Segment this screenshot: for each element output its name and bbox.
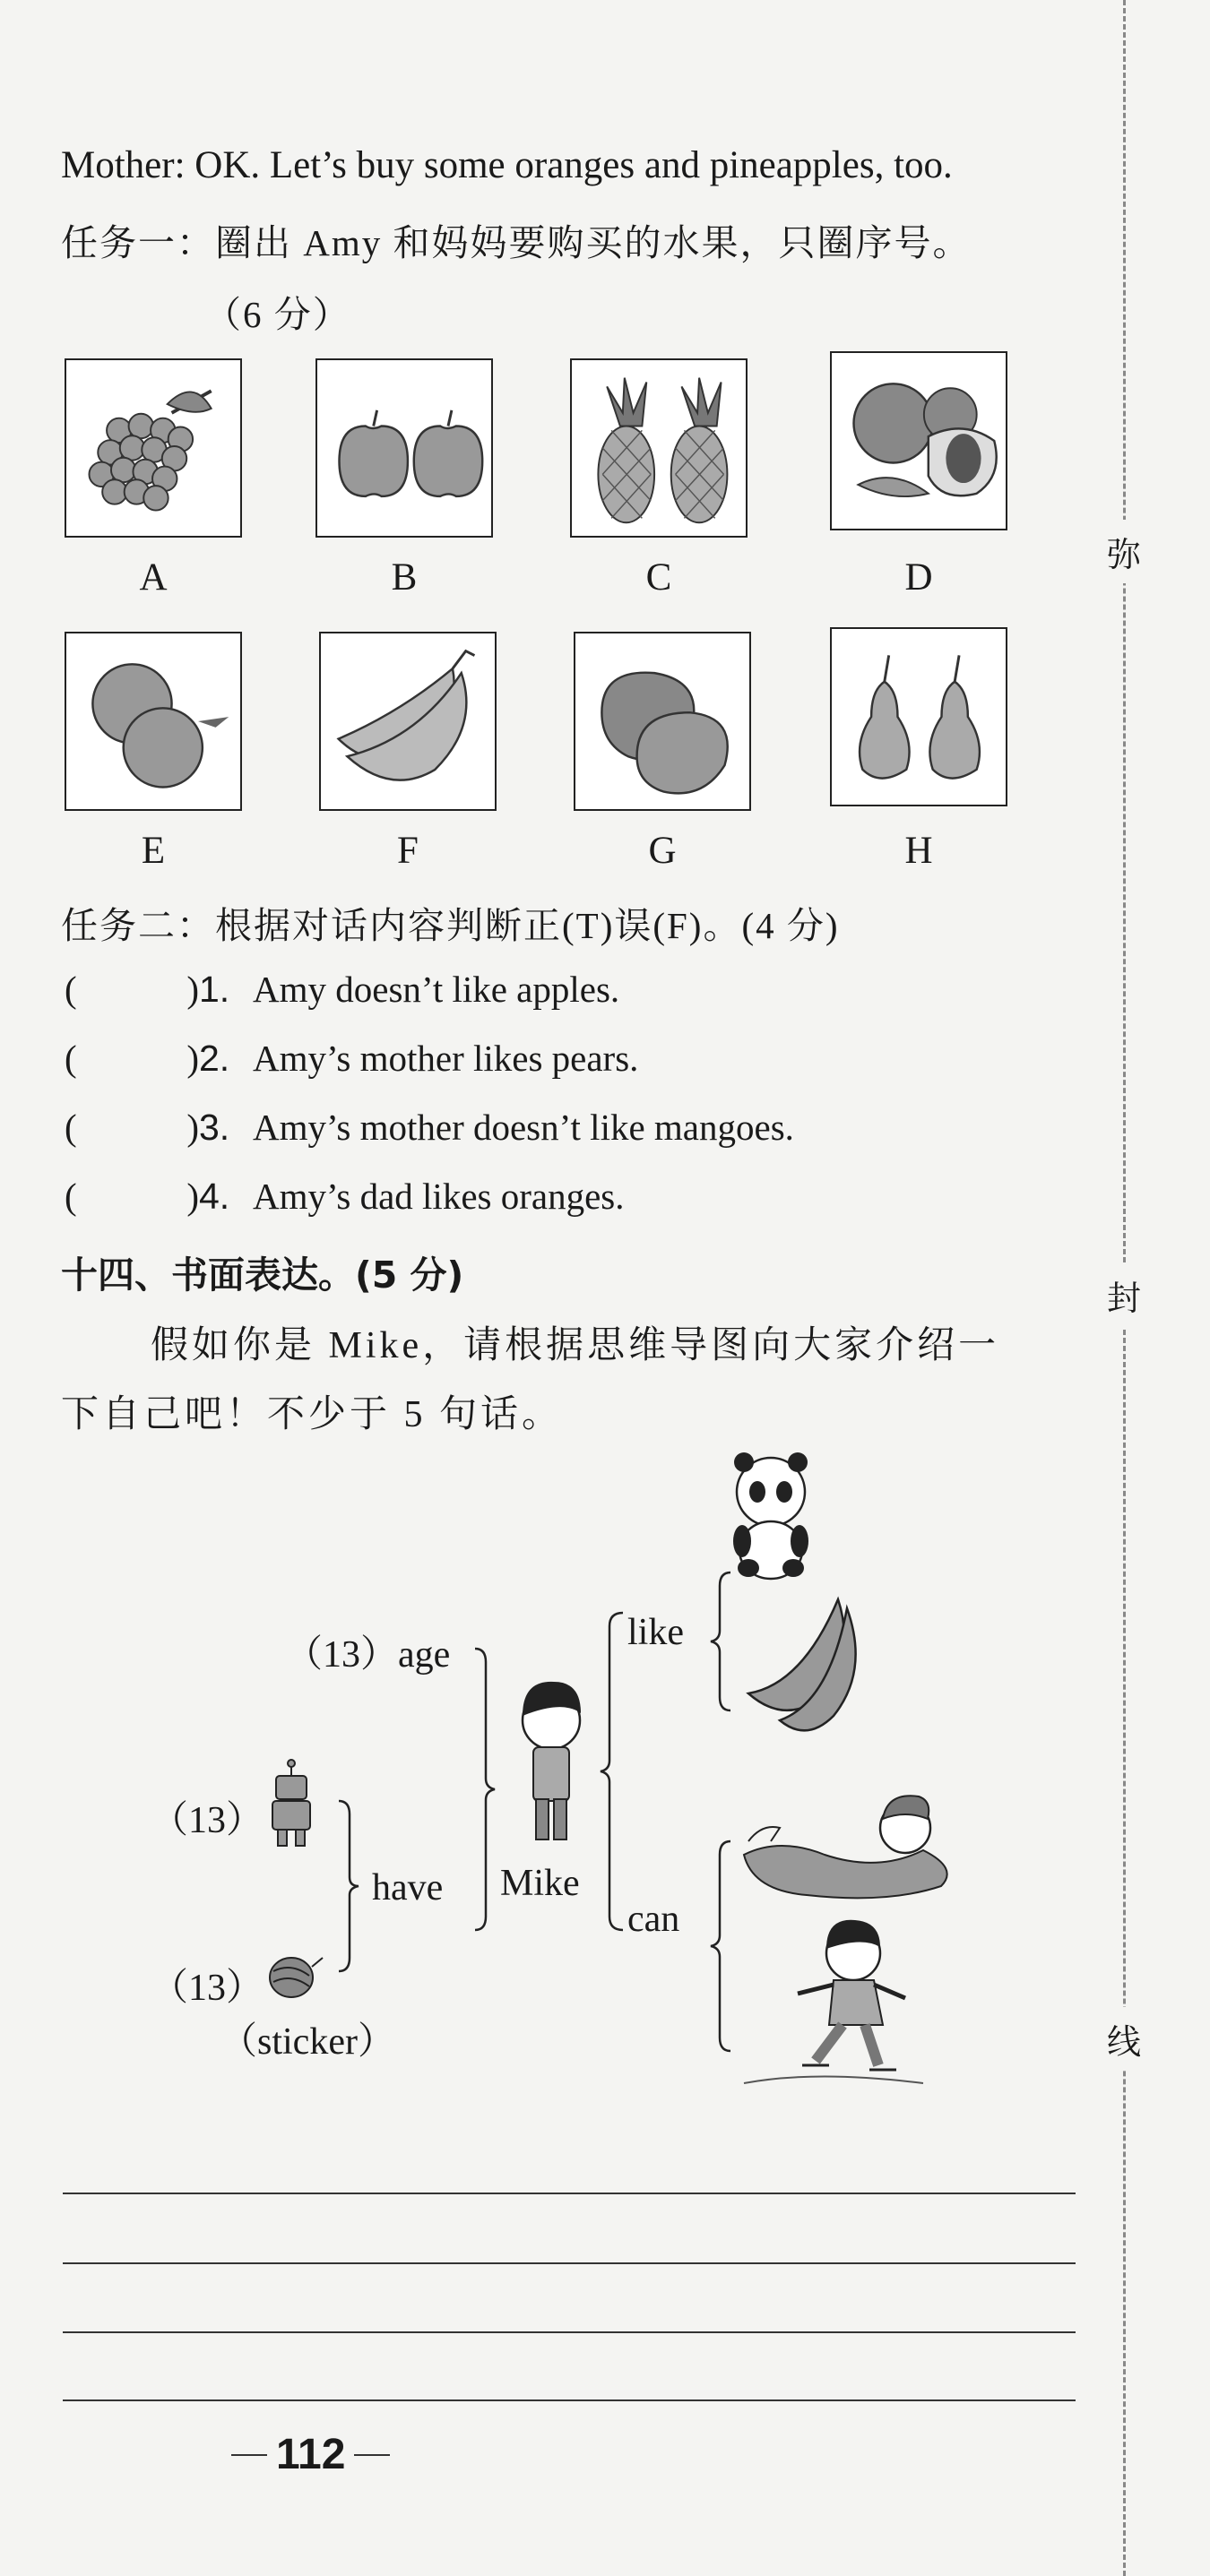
mindmap-yoyo-number: （13）	[151, 1968, 264, 2009]
writing-line[interactable]	[63, 2193, 1076, 2194]
writing-line[interactable]	[63, 2331, 1076, 2333]
grapes-icon	[66, 360, 240, 536]
peaches-icon	[832, 353, 1006, 529]
fruit-label-a: A	[139, 556, 168, 599]
fruit-box-a	[65, 358, 242, 538]
page-number-text: 112	[276, 2431, 346, 2478]
pears-icon	[832, 629, 1006, 805]
fruit-box-b	[315, 358, 493, 538]
skating-boy-icon	[744, 1920, 923, 2083]
mangoes-icon	[575, 633, 749, 809]
task1-title: 任务一：圈出 Amy 和妈妈要购买的水果，只圈序号。	[61, 222, 972, 263]
apples-icon	[317, 360, 491, 536]
margin-char-feng: 封	[1104, 1263, 1144, 1327]
section14-heading: 十四、书面表达。(5 分)	[61, 1254, 464, 1297]
panda-icon	[733, 1452, 808, 1579]
fruit-label-h: H	[904, 830, 933, 872]
margin-char-mi: 弥	[1104, 520, 1144, 583]
fruit-box-h	[830, 627, 1007, 806]
yoyo-icon	[270, 1958, 323, 1997]
mindmap-have: have	[372, 1867, 444, 1908]
page-number-dash-left	[231, 2454, 267, 2456]
answer-blank[interactable]: ( )	[65, 969, 199, 1010]
task1-points: （6 分）	[204, 294, 351, 335]
bananas-icon	[321, 633, 495, 809]
mike-boy-icon	[523, 1682, 581, 1839]
mindmap-like: like	[627, 1612, 684, 1653]
fruit-label-b: B	[391, 556, 418, 599]
answer-blank[interactable]: ( )	[65, 1107, 199, 1148]
fruit-box-g	[574, 632, 751, 811]
page-number-dash-right	[354, 2454, 390, 2456]
writing-line[interactable]	[63, 2399, 1076, 2401]
oranges-icon	[66, 633, 240, 809]
fruit-box-c	[570, 358, 748, 538]
task2-title: 任务二：根据对话内容判断正(T)误(F)。(4 分)	[61, 905, 840, 946]
fruit-label-f: F	[397, 830, 419, 872]
answer-blank[interactable]: ( )	[65, 1038, 199, 1079]
mindmap-robot-number: （13）	[151, 1800, 264, 1841]
mindmap-can: can	[627, 1899, 680, 1940]
tf-item-3: ( ) 3. Amy’s mother doesn’t like mangoes.	[65, 1107, 794, 1148]
bananas-mindmap-icon	[748, 1599, 856, 1730]
page-number	[231, 2430, 390, 2479]
robot-icon	[272, 1760, 310, 1846]
pineapples-icon	[572, 360, 746, 536]
fruit-label-d: D	[904, 556, 933, 599]
fruit-label-g: G	[648, 830, 677, 872]
tf-item-2: ( ) 2. Amy’s mother likes pears.	[65, 1038, 639, 1079]
mindmap-center-mike: Mike	[500, 1863, 580, 1904]
mindmap-lines	[0, 1434, 1093, 2115]
fruit-box-e	[65, 632, 242, 811]
answer-blank[interactable]: ( )	[65, 1176, 199, 1217]
fruit-box-f	[319, 632, 497, 811]
mindmap-sticker: （sticker）	[220, 2021, 395, 2063]
writing-line[interactable]	[63, 2262, 1076, 2264]
section14-instruction-2: 下自己吧！不少于 5 句话。	[61, 1394, 564, 1435]
tf-item-4: ( ) 4. Amy’s dad likes oranges.	[65, 1176, 625, 1217]
swimming-boy-icon	[744, 1796, 947, 1898]
mindmap-age: （13）age	[285, 1634, 451, 1676]
tf-item-1: ( ) 1. Amy doesn’t like apples.	[65, 969, 620, 1010]
margin-char-xian: 线	[1104, 2007, 1144, 2071]
fruit-label-e: E	[141, 830, 166, 872]
dialogue-line: Mother: OK. Let’s buy some oranges and pineapples, too.	[61, 144, 953, 186]
fruit-box-d	[830, 351, 1007, 530]
section14-instruction-1: 假如你是 Mike，请根据思维导图向大家介绍一	[151, 1325, 1000, 1366]
fruit-label-c: C	[645, 556, 672, 599]
